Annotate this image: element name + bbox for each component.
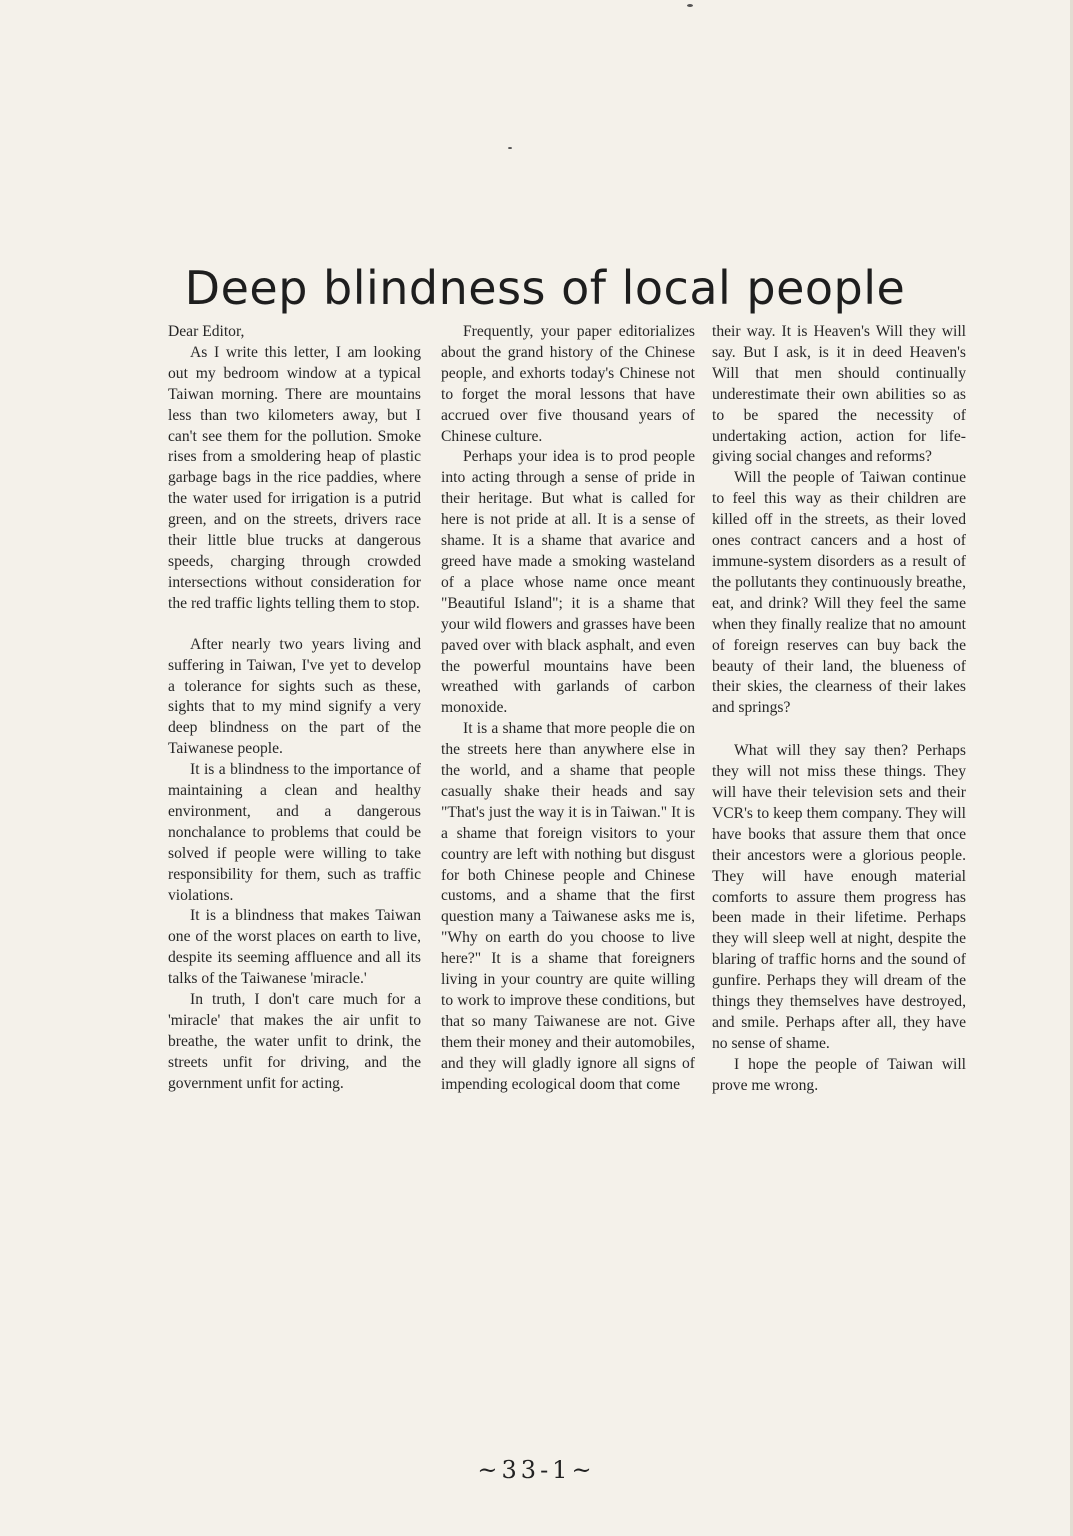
print-speck (508, 147, 512, 149)
paragraph: Will the people of Taiwan continue to feel this way as their children are killed off in the streets, as their loved ones contract cancers and a host of immune-system disorders as a result of the pollutants they continuously breathe, eat, and drink? Will they feel the same when they finally realize that no amount of foreign reserves can buy back the beauty of their land, the blueness of their skies, the clearness of their lakes and springs? (712, 469, 966, 717)
paragraph: It is a blindness that makes Taiwan one of the worst places on earth to live, despite its seeming affluence and all its talks of the Taiwanese 'miracle.' (168, 907, 421, 988)
column-1 (168, 322, 421, 1095)
article-title: Deep blindness of local people (184, 261, 906, 315)
paragraph: It is a blindness to the importance of maintaining a clean and healthy environment, and a dangerous nonchalance to problems that could be solved if people were willing to take responsibility for them, such as traffic violations. (168, 761, 421, 904)
paragraph: It is a shame that more people die on the streets here than anywhere else in the world, and a shame that people casually shake their heads and say "That's just the way it is in Taiwan." It is a shame that foreign visitors to your country are left with nothing but disgust for both Chinese people and Chinese customs, and a shame that the first question many a Taiwanese asks me is, "Why on earth do you choose to live here?" It is a shame that foreigners living in your country are quite willing to work to improve these conditions, but that so many Taiwanese are not. Give them their money and their automobiles, and they will gladly ignore all signs of impending ecological doom that come (441, 720, 695, 1093)
page-number: ~33-1~ (477, 1456, 596, 1484)
print-speck (687, 4, 693, 7)
paragraph: In truth, I don't care much for a 'miracle' that makes the air unfit to breathe, the water unfit to drink, the streets unfit for driving, and the government unfit for acting. (168, 991, 421, 1092)
column-3 (712, 322, 966, 1097)
paragraph: Perhaps your idea is to prod people into acting through a sense of pride in their heritage. But what is called for here is not pride at all. It is a sense of shame. It is a shame that avarice and greed have made a smoking wasteland of a place whose name once meant "Beautiful Island"; it is a shame that your wild flowers and grasses have been paved over with black asphalt, and even the powerful mountains have been wreathed with garlands of carbon monoxide. (441, 448, 695, 717)
paragraph: What will they say then? Perhaps they will not miss these things. They will have their television sets and their VCR's to keep them company. They will have books that assure them that once their ancestors were a glorious people. They will have enough material comforts to assure them progress has been made in their lifetime. Perhaps they will sleep well at night, despite the blaring of traffic horns and the sound of gunfire. Perhaps they will dream of the things they themselves have destroyed, and smile. Perhaps after all, they have no sense of shame. (712, 742, 966, 1052)
paragraph: As I write this letter, I am looking out my bedroom window at a typical Taiwan morning. There are mountains less than two kilometers away, but I can't see them for the pollution. Smoke rises from a smoldering heap of plastic garbage bags in the rice paddies, where the water used for irrigation is a putrid green, and on the streets, drivers race their little blue trucks at dangerous speeds, charging through crowded intersections without consideration for the red traffic lights telling them to stop. (168, 343, 421, 612)
paragraph: their way. It is Heaven's Will they will say. But I ask, is it in deed Heaven's Will that men should continually underestimate their own abilities so as to be spared the necessity of undertaking action, action for life-giving social changes and reforms? (712, 323, 966, 466)
column-2 (441, 322, 695, 1096)
paragraph: Frequently, your paper editorializes about the grand history of the Chinese people, and exhorts today's Chinese not to forget the moral lessons that have accrued over five thousand years of Chinese culture. (441, 323, 695, 445)
paragraph: After nearly two years living and suffering in Taiwan, I've yet to develop a tolerance for sights such as these, sights that to my mind signify a very deep blindness on the part of the Taiwanese people. (168, 635, 421, 758)
salutation: Dear Editor, (168, 323, 245, 340)
paragraph: I hope the people of Taiwan will prove me wrong. (712, 1055, 966, 1094)
